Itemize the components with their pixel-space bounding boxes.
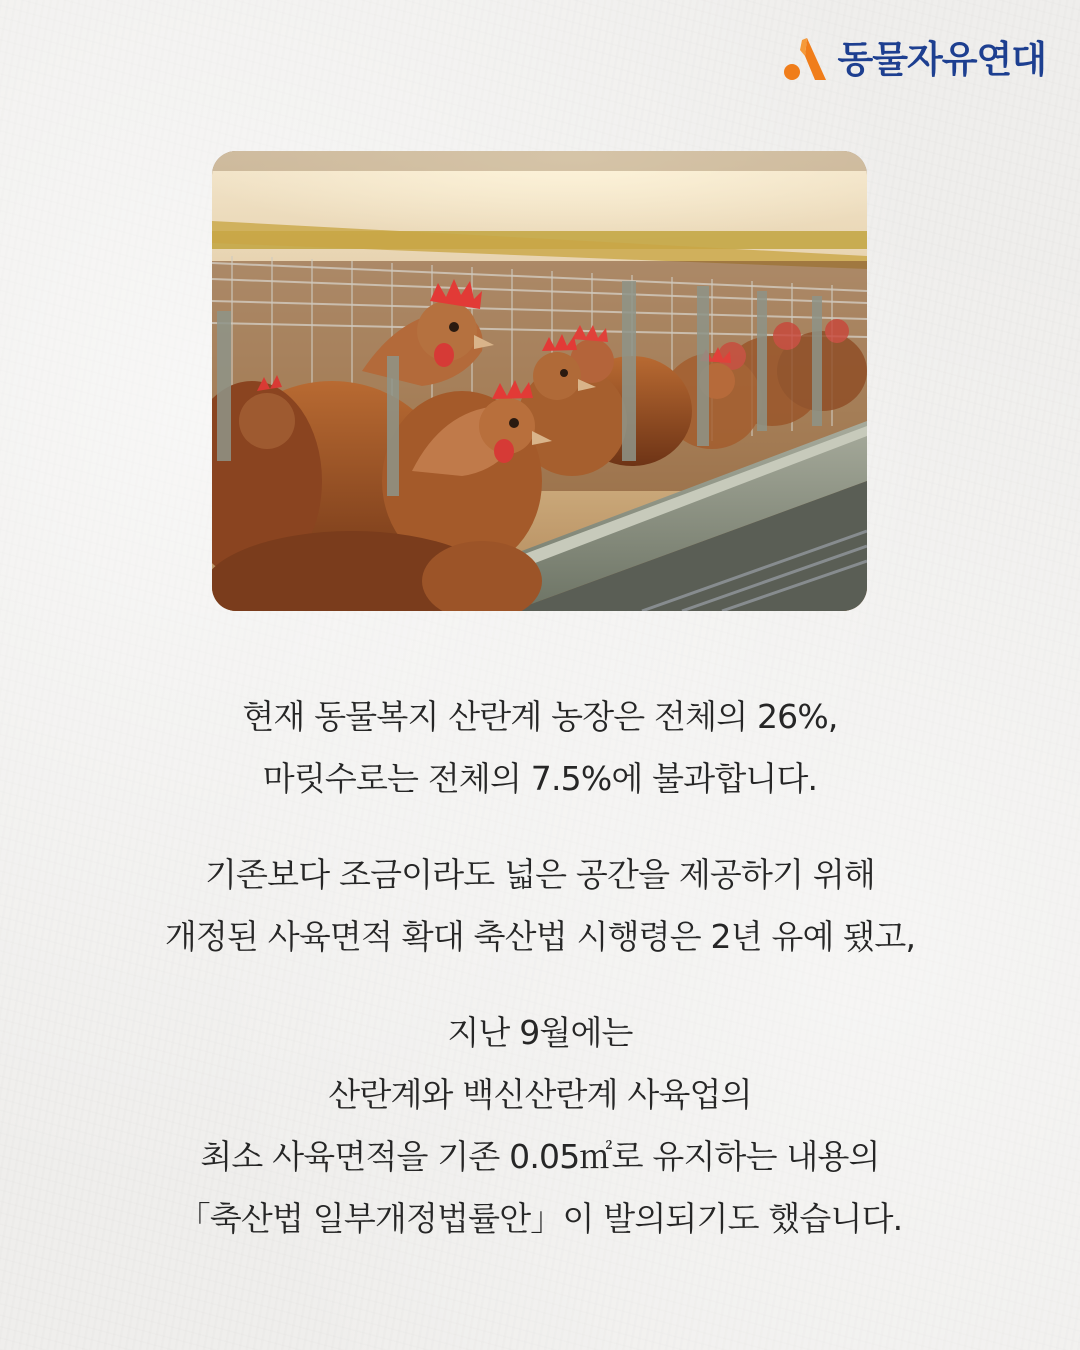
brand-logo (780, 34, 1046, 84)
paragraph-3 (0, 1002, 1080, 1250)
text-line: 산란계와 백신산란계 사육업의 (328, 1075, 752, 1114)
body-text (0, 686, 1080, 1284)
text-line: 기존보다 조금이라도 넓은 공간을 제공하기 위해 (204, 855, 875, 894)
orange-a-mark-icon (780, 34, 830, 84)
text-line: 지난 9월에는 (447, 1013, 633, 1052)
text-line: 「축산법 일부개정법률안」이 발의되기도 했습니다. (177, 1199, 903, 1238)
text-line: 현재 동물복지 산란계 농장은 전체의 26%, (242, 697, 838, 736)
brand-name: 동물자유연대 (837, 37, 1046, 81)
caged-hens-photo (212, 151, 867, 611)
paragraph-1 (0, 686, 1080, 810)
paragraph-2 (0, 844, 1080, 968)
text-line: 최소 사육면적을 기존 0.05㎡로 유지하는 내용의 (200, 1137, 880, 1176)
text-line: 마릿수로는 전체의 7.5%에 불과합니다. (262, 759, 818, 798)
text-line: 개정된 사육면적 확대 축산법 시행령은 2년 유예 됐고, (164, 917, 916, 956)
